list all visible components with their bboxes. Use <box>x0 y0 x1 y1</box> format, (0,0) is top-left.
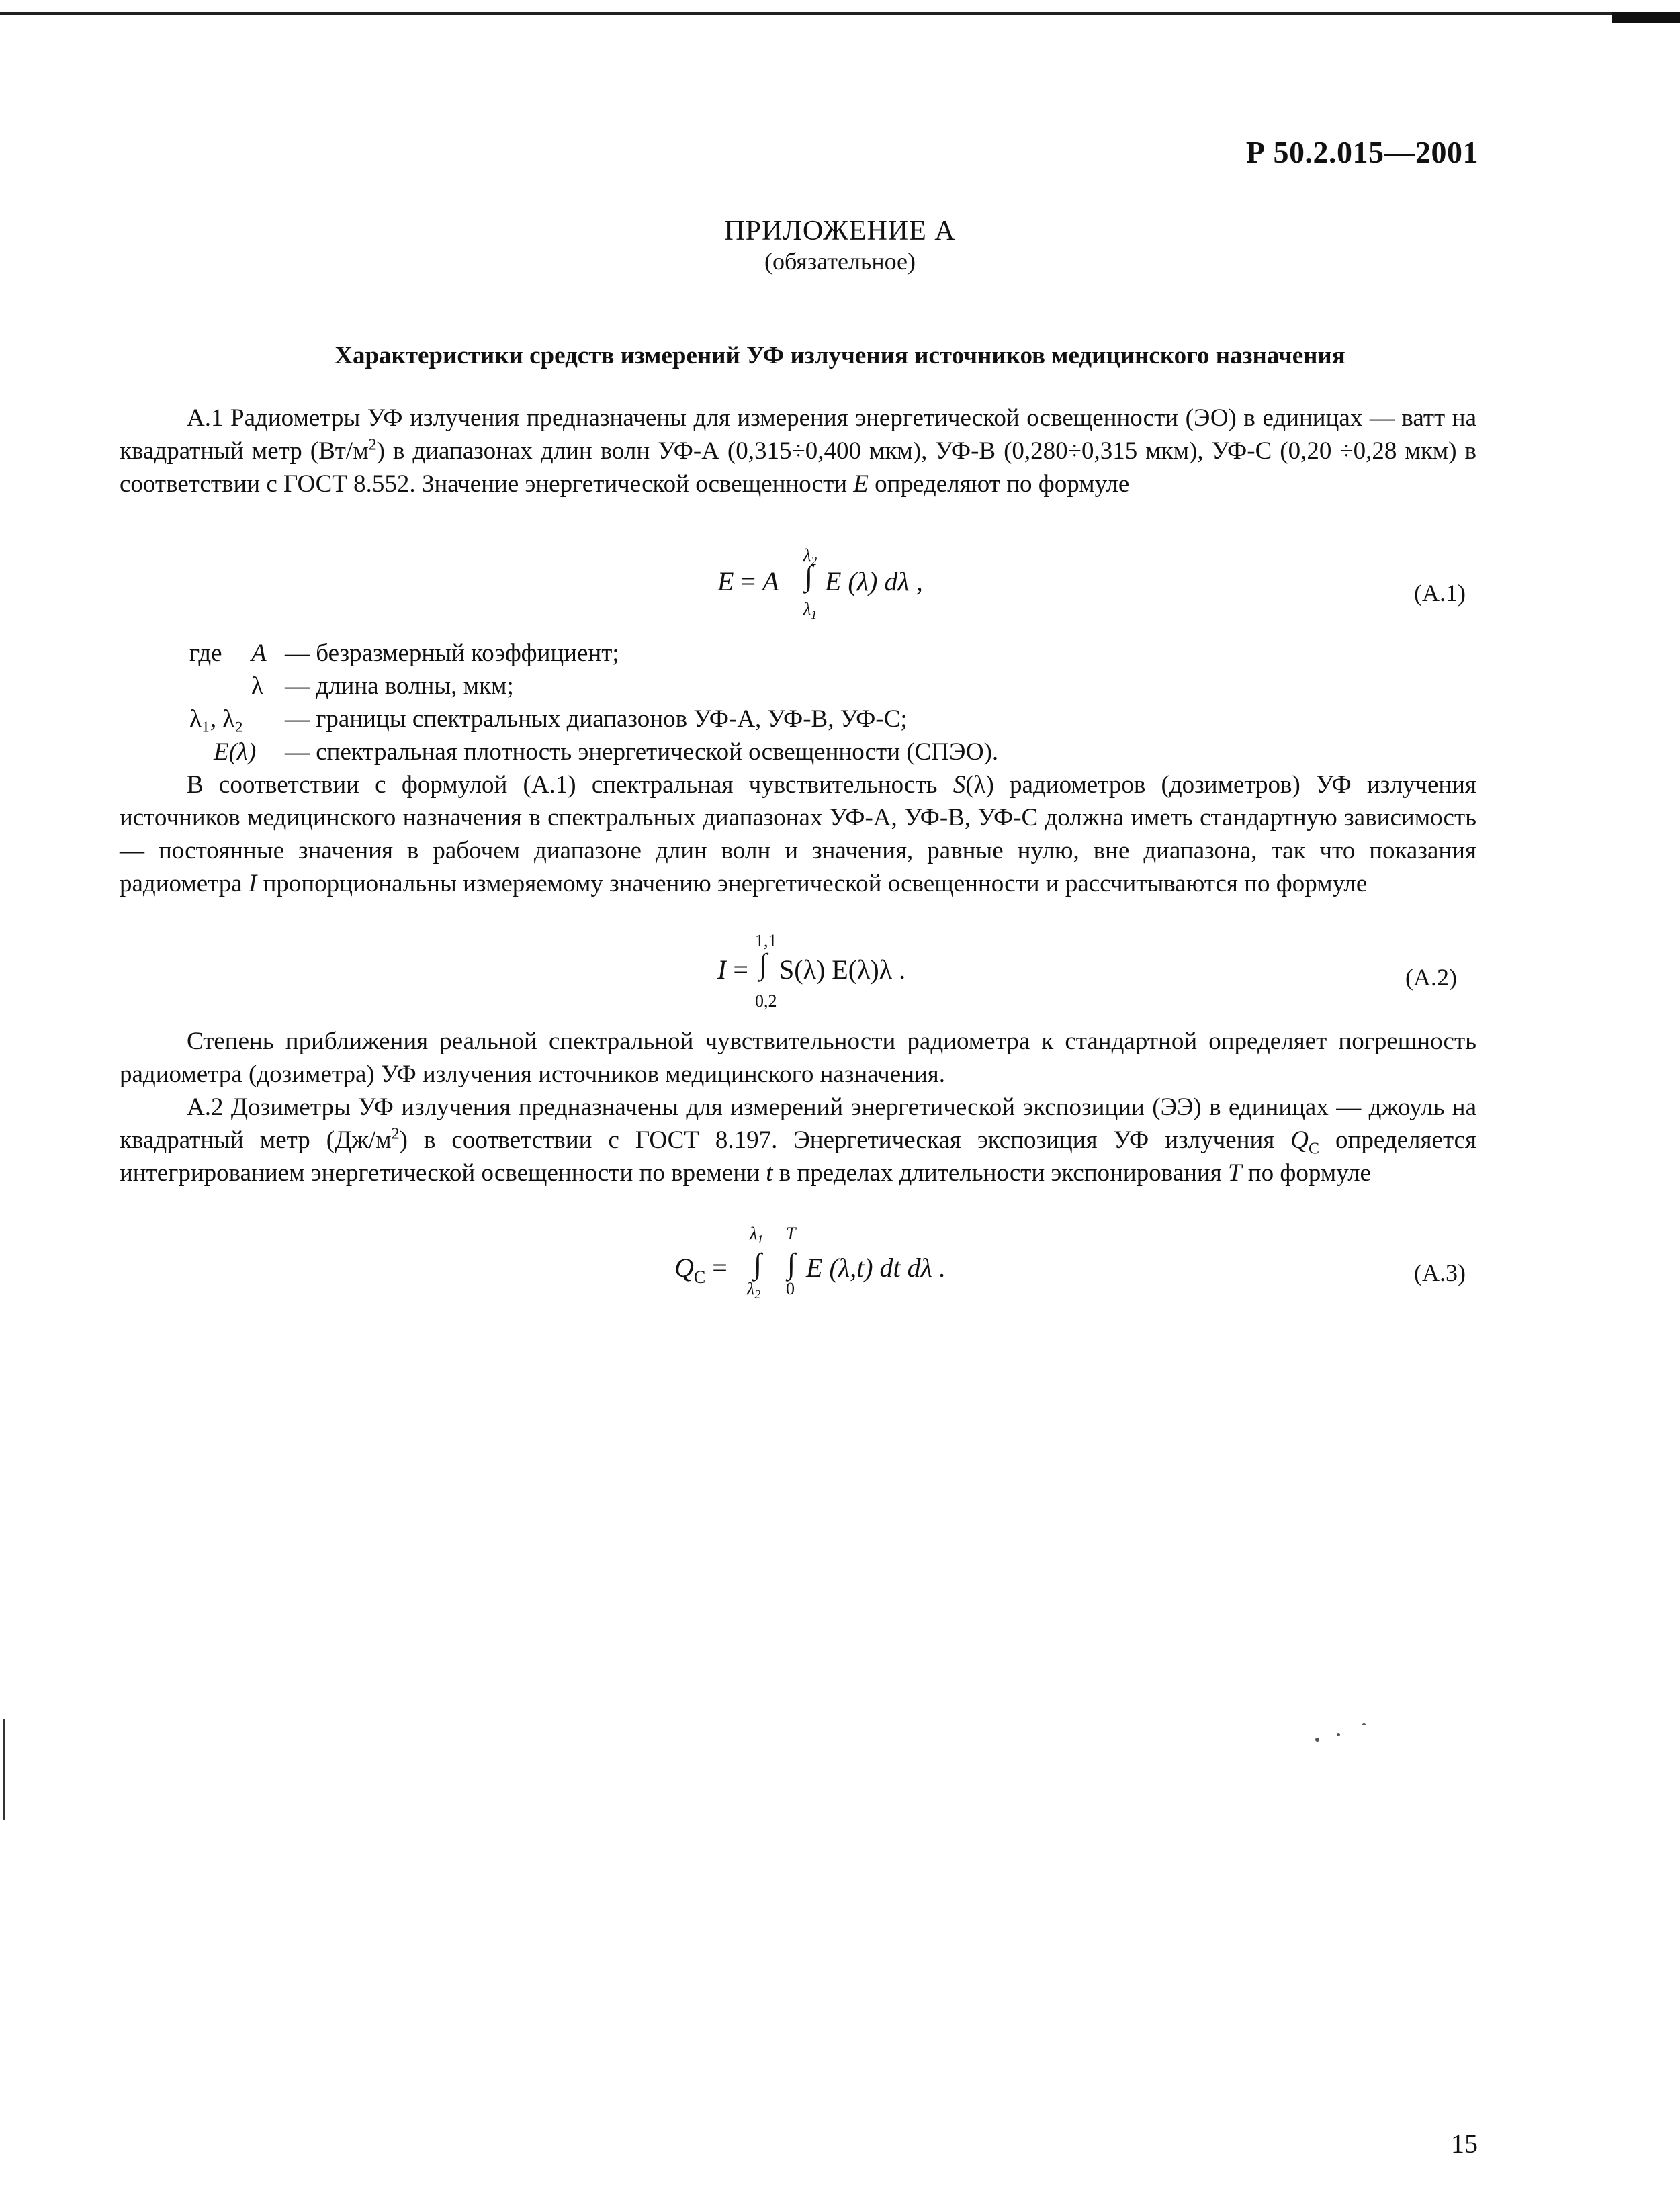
equation-number: (А.3) <box>1414 1259 1466 1286</box>
binding-margin-line <box>3 1719 5 1820</box>
paragraph-a1: А.1 Радиометры УФ излучения предназначены для измерения энергетической освещенности (ЭО) в единицах — ватт на квадратный метр $(Вт/м^2)$ в диапазонах длин волн УФ-А (0,315÷0,400 мкм), УФ-В (0,280÷0,315 мкм), УФ-С (0,20 ÷0,28 мкм) в соответствии с ГОСТ 8.552. Значение энергетической освещенности E определяют по формуле <box>120 404 1476 498</box>
scan-speck <box>1315 1738 1319 1742</box>
scan-top-edge <box>0 12 1680 15</box>
paragraph-a2: А.2 Дозиметры УФ излучения предназначены для измерений энергетической экспозиции (ЭЭ) в единицах — джоуль на квадратный метр $(Дж/м^2)$ в соответствии с ГОСТ 8.197. Энергетическая экспозиция УФ излучения $Q_C$ определяется интегрированием энергетической освещенности по времени t в пределах длительности экспонирования T по формуле <box>120 1093 1477 1187</box>
appendix-title: ПРИЛОЖЕНИЕ А <box>724 216 956 246</box>
equation-number: (А.2) <box>1405 964 1457 991</box>
integral-sign: ∫ <box>759 948 768 981</box>
scan-speck <box>1337 1733 1340 1736</box>
clause-label: А.1 <box>187 404 224 432</box>
scan-speck <box>1362 1723 1366 1725</box>
paragraph-sensitivity: В соответствии с формулой (А.1) спектральная чувствительность S(λ) радиометров (дозиметров) УФ излучения источников медицинского назначения в спектральных диапазонах УФ-А, УФ-В, УФ-С должна иметь стандартную зависимость — постоянные значения в рабочем диапазоне длин волн и значения, равные нулю, вне диапазона, так что показания радиометра I пропорциональны измеряемому значению энергетической освещенности и рассчитываются по формуле <box>120 771 1476 897</box>
section-heading: Характеристики средств измерений УФ излучения источников медицинского назначения <box>335 342 1345 369</box>
integral-sign: ∫ <box>805 559 813 592</box>
integral-sign: ∫ <box>754 1247 762 1280</box>
scan-corner-mark <box>1612 12 1680 23</box>
paragraph-approximation: Степень приближения реальной спектральной чувствительности радиометра к стандартной определяет погрешность радиометра (дозиметра) УФ излучения источников медицинского назначения. <box>120 1028 1476 1088</box>
page-number: 15 <box>1451 2128 1478 2159</box>
integral-sign: ∫ <box>787 1247 796 1280</box>
equation-number: (А.1) <box>1414 580 1466 607</box>
document-number: Р 50.2.015—2001 <box>1245 135 1478 169</box>
appendix-subtitle: (обязательное) <box>764 248 916 275</box>
clause-label: А.2 <box>187 1093 224 1121</box>
